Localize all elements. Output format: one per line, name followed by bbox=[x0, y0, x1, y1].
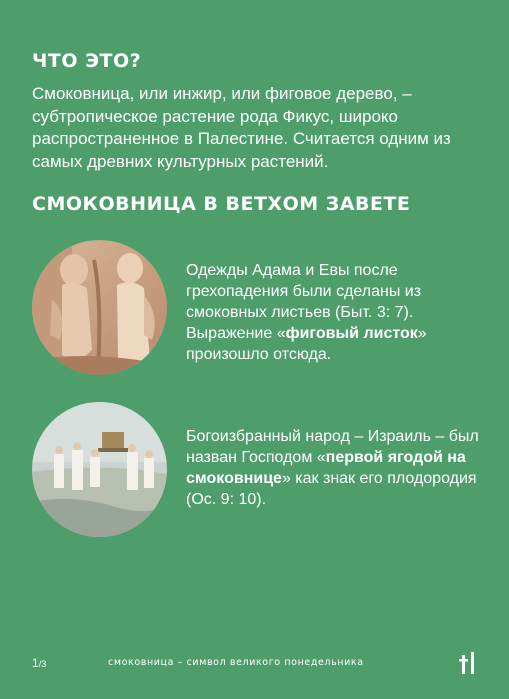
intro-paragraph: Смоковница, или инжир, или фиговое дерево, – субтропическое растение рода Фикус, широко распространенное в Палестине. Считается одним из самых древних культурных растений. bbox=[32, 84, 451, 171]
relief-illustration bbox=[32, 240, 167, 375]
page-indicator: 1/3 bbox=[32, 656, 47, 670]
footer-title: смоковница – символ великого понедельника bbox=[108, 657, 364, 668]
item-text-adam-eve: Одежды Адама и Евы после грехопадения были сделаны из смоковных листьев (Быт. 3: 7). Выражение «фиговый листок» произошло отсюда. bbox=[186, 262, 427, 363]
section-heading-what-is-it: ЧТО ЭТО? bbox=[32, 50, 142, 72]
adam-eve-relief-image bbox=[32, 240, 167, 375]
cross-logo-icon bbox=[459, 652, 477, 674]
footer bbox=[32, 654, 477, 674]
item-text-israel: Богоизбранный народ – Израиль – был назван Господом «первой ягодой на смоковнице» как знак его плодородия (Ос. 9: 10). bbox=[186, 428, 479, 508]
israelites-ark-painting-image bbox=[32, 402, 167, 537]
painting-illustration bbox=[32, 402, 167, 537]
section-heading-old-testament: СМОКОВНИЦА В ВЕТХОМ ЗАВЕТЕ bbox=[32, 193, 411, 215]
